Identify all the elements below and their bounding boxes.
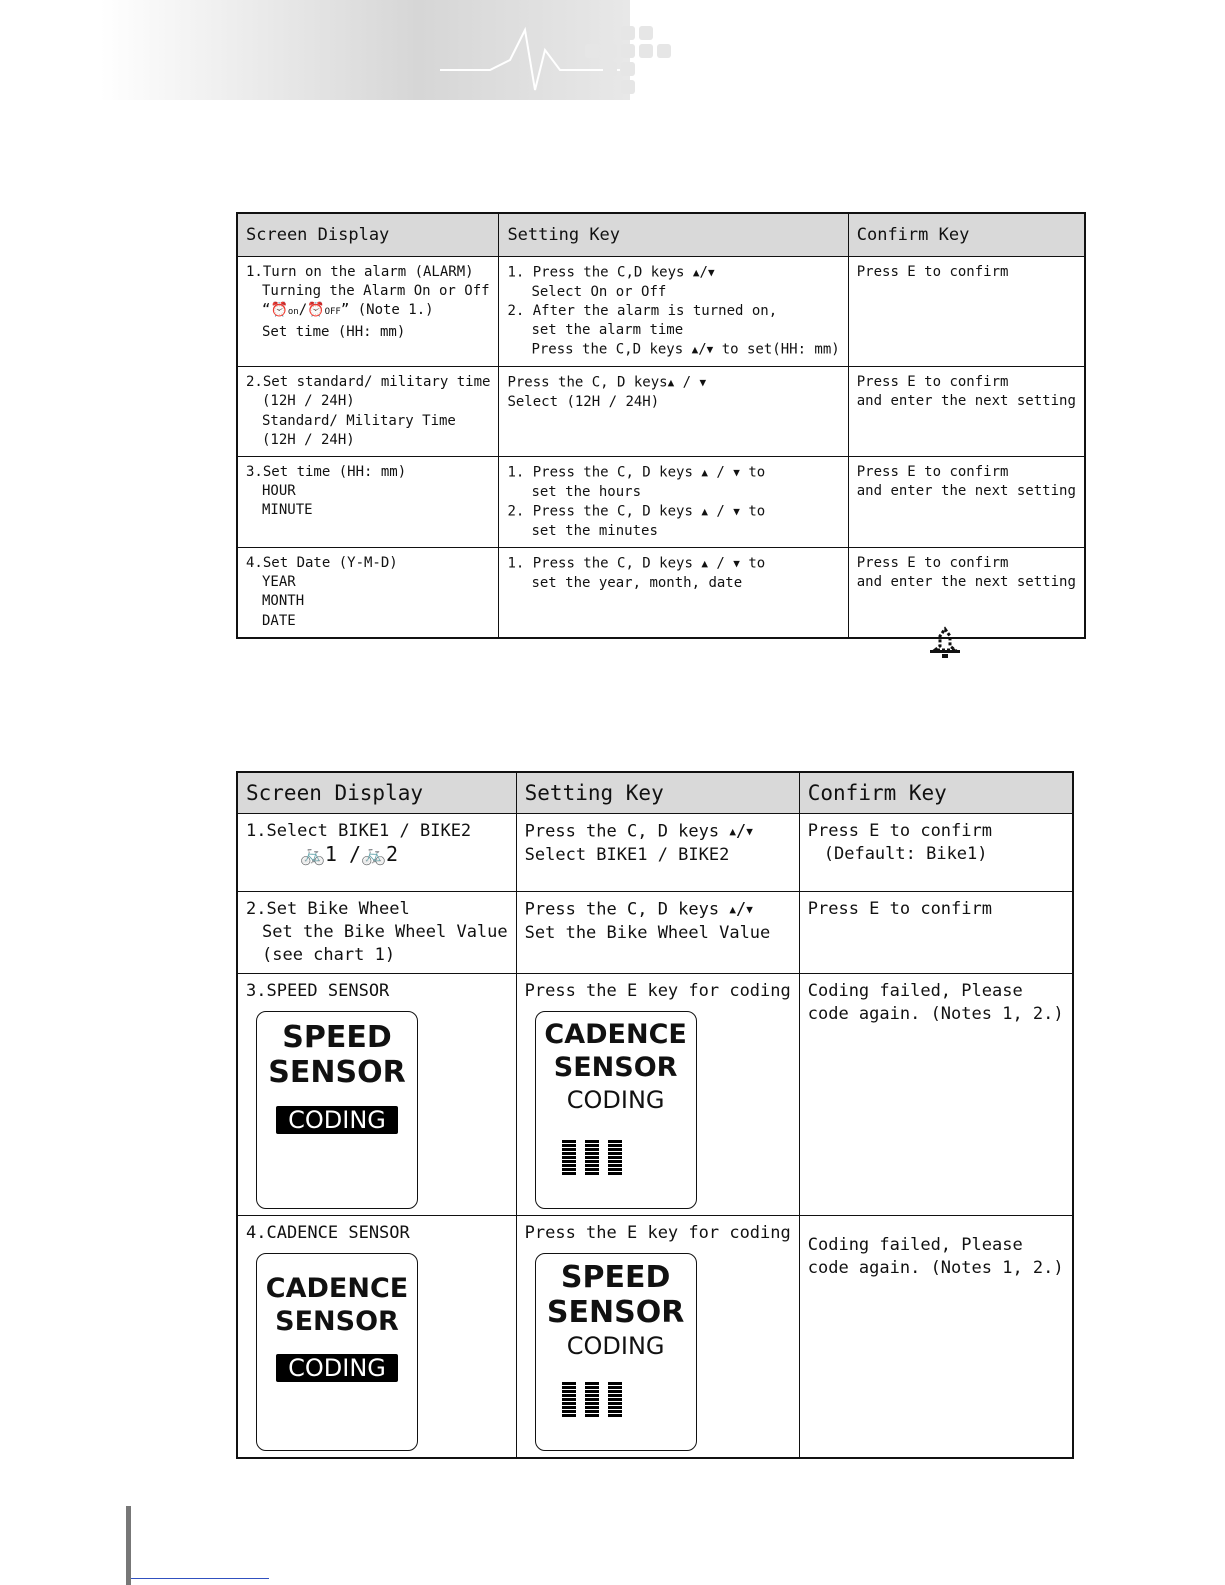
lcd-screen: CADENCE SENSOR CODING	[535, 1011, 697, 1209]
table-row	[237, 367, 1085, 457]
table-row	[237, 892, 1073, 974]
screen-display-cell: 3.SPEED SENSOR SPEED SENSOR CODING	[237, 974, 516, 1216]
setting-key-cell: Press the E key for coding SPEED SENSOR CODING	[516, 1216, 799, 1459]
screen-display-cell	[237, 257, 499, 367]
up-triangle-icon: ▲	[701, 466, 708, 480]
up-triangle-icon: ▲	[729, 825, 736, 838]
setting-key-cell: 1. Press the C, D keys ▲ / ▼ to set the year, month, date	[499, 548, 848, 638]
table-row	[237, 548, 1085, 638]
down-triangle-icon: ▼	[746, 825, 753, 838]
confirm-key-cell: Press E to confirm and enter the next setting	[848, 367, 1085, 457]
column-header: Screen Display	[237, 213, 499, 257]
down-triangle-icon: ▼	[699, 376, 707, 390]
column-header: Setting Key	[516, 772, 799, 814]
screen-display-cell: 2.Set Bike Wheel Set the Bike Wheel Value (see chart 1)	[237, 892, 516, 974]
header-banner	[0, 0, 700, 105]
up-triangle-icon: ▲	[701, 557, 708, 571]
signal-bars-icon	[562, 1140, 622, 1176]
up-triangle-icon: ▲	[691, 343, 699, 357]
up-triangle-icon: ▲	[701, 505, 708, 519]
bell-icon	[928, 626, 962, 660]
bike-sensor-settings-table	[236, 771, 1074, 1459]
setting-key-cell: Press the E key for coding CADENCE SENSOR CODING	[516, 974, 799, 1216]
up-triangle-icon: ▲	[692, 266, 700, 279]
table-row	[237, 257, 1085, 367]
down-triangle-icon: ▼	[733, 557, 740, 571]
confirm-key-cell: Press E to confirm	[799, 892, 1072, 974]
bike-icon: 🚲	[361, 842, 386, 866]
setting-key-cell: 1. Press the C, D keys ▲ / ▼ to set the hours 2. Press the C, D keys ▲ / ▼ to set the minutes	[499, 457, 848, 548]
row-text: 1.Turn on the alarm (ALARM)	[246, 264, 474, 280]
footer-bar	[126, 1506, 131, 1585]
confirm-key-cell: Press E to confirm and enter the next setting	[848, 457, 1085, 548]
down-triangle-icon: ▼	[733, 466, 740, 480]
setting-key-cell: Press the C, D keys▲ / ▼ Select (12H / 24H)	[499, 367, 848, 457]
lcd-screen: CADENCE SENSOR CODING	[256, 1253, 418, 1451]
down-triangle-icon: ▼	[706, 343, 714, 357]
alarm-on-off-line: “⏰on/⏰OFF” (Note 1.)	[262, 302, 434, 319]
column-header: Confirm Key	[799, 772, 1072, 814]
screen-display-cell: 4.CADENCE SENSOR CADENCE SENSOR CODING	[237, 1216, 516, 1459]
table-row	[237, 457, 1085, 548]
setting-key-cell: Press the C, D keys ▲/▼ Select BIKE1 / BIKE2	[516, 814, 799, 892]
column-header: Screen Display	[237, 772, 516, 814]
screen-display-cell: 2.Set standard/ military time (12H / 24H) Standard/ Military Time (12H / 24H)	[237, 367, 499, 457]
confirm-key-cell: Press E to confirm	[848, 257, 1085, 367]
table-row	[237, 814, 1073, 892]
lcd-screen: SPEED SENSOR CODING	[256, 1011, 418, 1209]
bike-icon: 🚲	[300, 842, 325, 866]
alarm-clock-icon: ⏰	[270, 302, 288, 319]
table-row	[237, 1216, 1073, 1459]
up-triangle-icon: ▲	[729, 903, 736, 916]
table-header-row	[237, 213, 1085, 257]
setting-key-cell: 1. Press the C,D keys ▲/▼ Select On or Off 2. After the alarm is turned on, set the alarm time Press the C,D keys ▲/▼ to set(HH: mm)	[499, 257, 848, 367]
alarm-clock-icon: ⏰	[307, 302, 325, 319]
down-triangle-icon: ▼	[707, 266, 715, 279]
row-text: Set time (HH: mm)	[262, 323, 406, 340]
column-header: Setting Key	[499, 213, 848, 257]
alarm-settings-table	[236, 212, 1086, 639]
signal-bars-icon	[562, 1382, 622, 1418]
screen-display-cell: 1.Select BIKE1 / BIKE2 🚲1 /🚲2	[237, 814, 516, 892]
setting-key-cell: Press the C, D keys ▲/▼ Set the Bike Wheel Value	[516, 892, 799, 974]
column-header: Confirm Key	[848, 213, 1085, 257]
screen-display-cell: 4.Set Date (Y-M-D) YEAR MONTH DATE	[237, 548, 499, 638]
confirm-key-cell: Coding failed, Please code again. (Notes 1, 2.)	[799, 1216, 1072, 1459]
down-triangle-icon: ▼	[746, 903, 753, 916]
confirm-key-cell: Coding failed, Please code again. (Notes 1, 2.)	[799, 974, 1072, 1216]
table-row	[237, 974, 1073, 1216]
row-text: Turning the Alarm On or Off	[262, 283, 490, 300]
confirm-key-cell: Press E to confirm and enter the next setting	[848, 548, 1085, 638]
footer-line	[131, 1578, 269, 1579]
up-triangle-icon: ▲	[667, 376, 675, 390]
down-triangle-icon: ▼	[733, 505, 740, 519]
table-header-row	[237, 772, 1073, 814]
confirm-key-cell: Press E to confirm (Default: Bike1)	[799, 814, 1072, 892]
lcd-screen: SPEED SENSOR CODING	[535, 1253, 697, 1451]
screen-display-cell: 3.Set time (HH: mm) HOUR MINUTE	[237, 457, 499, 548]
